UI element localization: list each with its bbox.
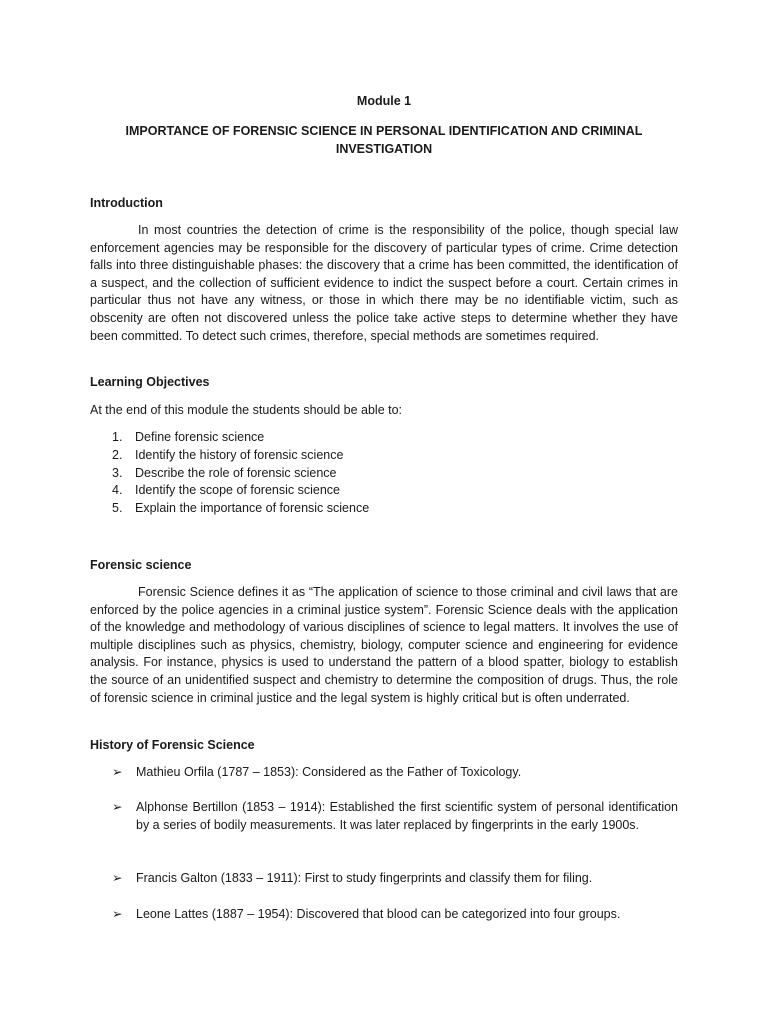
list-number: 3. bbox=[112, 465, 123, 480]
list-item bbox=[90, 447, 650, 465]
list-item bbox=[90, 465, 650, 483]
history-bullet bbox=[112, 906, 678, 924]
list-item-text: Identify the scope of forensic science bbox=[135, 483, 340, 498]
history-bullet-text: Francis Galton (1833 – 1911): First to study fingerprints and classify them for filing. bbox=[136, 871, 593, 885]
history-heading: History of Forensic Science bbox=[90, 738, 255, 752]
page-title: IMPORTANCE OF FORENSIC SCIENCE IN PERSONAL IDENTIFICATION AND CRIMINAL INVESTIGATION bbox=[125, 124, 643, 156]
forensic-science-text: Forensic Science defines it as “The application of science to those criminal and civil laws that are enforced by the police agencies in a criminal justice system”. Forensic Science deals with the application of the knowledge and methodology of various disciplines of science to legal matters. It involves the use of multiple disciplines such as physics, chemistry, biology, computer science and engineering for evidence analysis. For instance, physics is used to understand the pattern of a blood spatter, biology to establish the source of an unidentified suspect and chemistry to determine the composition of drugs. Thus, the role of forensic science in criminal justice and the legal system is highly critical but is often underrated. bbox=[90, 585, 678, 705]
module-label: Module 1 bbox=[356, 94, 412, 108]
objectives-list bbox=[90, 429, 650, 518]
arrow-bullet-icon: ➢ bbox=[112, 800, 123, 814]
list-number: 4. bbox=[112, 483, 123, 498]
learning-objectives-intro: At the end of this module the students should be able to: bbox=[90, 403, 403, 417]
forensic-science-heading: Forensic science bbox=[90, 558, 192, 572]
arrow-bullet-icon: ➢ bbox=[112, 907, 123, 921]
list-number: 1. bbox=[112, 430, 123, 444]
learning-objectives-heading: Learning Objectives bbox=[90, 375, 210, 389]
arrow-bullet-icon: ➢ bbox=[112, 871, 123, 885]
history-bullet bbox=[112, 799, 678, 834]
history-bullet-text: Leone Lattes (1887 – 1954): Discovered that blood can be categorized into four groups. bbox=[136, 907, 621, 921]
arrow-bullet-icon: ➢ bbox=[112, 765, 123, 779]
list-item-text: Describe the role of forensic science bbox=[135, 465, 337, 480]
list-item-text: Identify the history of forensic science bbox=[135, 447, 344, 462]
list-number: 2. bbox=[112, 447, 123, 462]
forensic-science-paragraph bbox=[90, 584, 678, 707]
history-bullet-text: Mathieu Orfila (1787 – 1853): Considered as the Father of Toxicology. bbox=[136, 765, 522, 779]
list-item bbox=[90, 482, 650, 500]
introduction-text: In most countries the detection of crime is the responsibility of the police, though special law enforcement agencies may be responsible for the discovery of particular types of crime. Crime detection falls into three distinguishable phases: the discovery that a crime has been committed, the identification of a suspect, and the collection of sufficient evidence to indict the suspect before a court. Certain crimes in particular thus not have any witness, or those in which there may be no identifiable victim, such as obscenity are often not discovered unless the police take active steps to determine whether they have been committed. To detect such crimes, therefore, special methods are sometimes required. bbox=[90, 223, 678, 343]
list-item-text: Explain the importance of forensic science bbox=[135, 501, 370, 516]
list-item bbox=[90, 500, 650, 518]
introduction-paragraph bbox=[90, 222, 678, 345]
history-bullet bbox=[112, 764, 678, 782]
history-bullet bbox=[112, 870, 678, 888]
introduction-heading: Introduction bbox=[90, 196, 163, 210]
list-item bbox=[90, 429, 650, 447]
list-number: 5. bbox=[112, 501, 123, 516]
list-item-text: Define forensic science bbox=[135, 430, 265, 444]
history-bullet-text: Alphonse Bertillon (1853 – 1914): Established the first scientific system of personal identification by a series of bodily measurements. It was later replaced by fingerprints in the early 1900s. bbox=[136, 800, 678, 832]
